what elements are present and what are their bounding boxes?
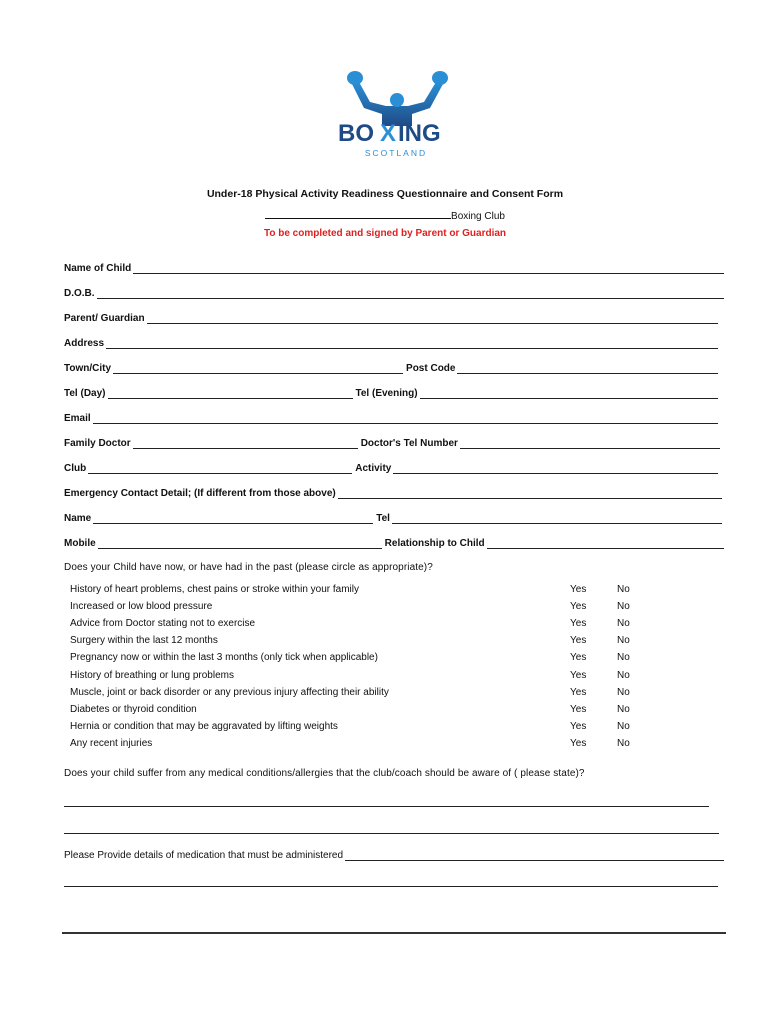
svg-text:BO: BO (338, 120, 374, 147)
medical-answer-line-1[interactable] (64, 805, 709, 807)
name-label: Name (64, 513, 92, 524)
conditions-question: Does your Child have now, or have had in the past (please circle as appropriate)? (64, 562, 433, 573)
no-option[interactable]: No (617, 652, 630, 663)
condition-label: Increased or low blood pressure (70, 601, 213, 612)
svg-text:ING: ING (398, 120, 441, 147)
dob-label: D.O.B. (64, 288, 95, 299)
no-option[interactable]: No (617, 738, 630, 749)
condition-label: History of breathing or lung problems (70, 670, 234, 681)
postcode-field[interactable] (457, 363, 718, 374)
yes-option[interactable]: Yes (570, 721, 587, 732)
mobile-field[interactable] (98, 538, 382, 549)
boxing-scotland-logo (330, 68, 465, 163)
address-row (64, 335, 718, 349)
doctor-field[interactable] (133, 438, 358, 449)
tel-evening-field[interactable] (420, 388, 718, 399)
condition-label: Advice from Doctor stating not to exercise (70, 618, 256, 629)
yes-option[interactable]: Yes (570, 738, 587, 749)
condition-label: Diabetes or thyroid condition (70, 704, 197, 715)
svg-text:X: X (380, 120, 397, 147)
town-label: Town/City (64, 363, 112, 374)
club-row (64, 460, 718, 474)
doctor-tel-label: Doctor's Tel Number (360, 438, 458, 449)
dob-row (64, 285, 724, 299)
email-row (64, 410, 718, 424)
name-of-child-field[interactable] (133, 263, 724, 274)
doctor-tel-field[interactable] (460, 438, 720, 449)
condition-label: Muscle, joint or back disorder or any previous injury affecting their ability (70, 687, 389, 698)
bottom-rule (62, 932, 726, 934)
club-field[interactable] (88, 463, 352, 474)
medical-answer-line-2[interactable] (64, 832, 719, 834)
yes-option[interactable]: Yes (570, 584, 587, 595)
medication-label: Please Provide details of medication that must be administered (64, 850, 344, 861)
yes-option[interactable]: Yes (570, 601, 587, 612)
doctor-row (64, 435, 720, 449)
medical-question: Does your child suffer from any medical conditions/allergies that the club/coach should be aware of ( please state)? (64, 768, 585, 779)
address-label: Address (64, 338, 105, 349)
postcode-label: Post Code (406, 363, 456, 374)
svg-text:SCOTLAND: SCOTLAND (364, 148, 428, 158)
instruction-text: To be completed and signed by Parent or Guardian (263, 228, 507, 239)
yes-option[interactable]: Yes (570, 670, 587, 681)
condition-label: Surgery within the last 12 months (70, 635, 218, 646)
doctor-label: Family Doctor (64, 438, 131, 449)
town-field[interactable] (113, 363, 403, 374)
activity-label: Activity (355, 463, 392, 474)
emergency-label: Emergency Contact Detail; (If different from those above) (64, 488, 336, 499)
email-field[interactable] (93, 413, 718, 424)
club-suffix: Boxing Club (451, 211, 505, 222)
no-option[interactable]: No (617, 635, 630, 646)
condition-label: Any recent injuries (70, 738, 153, 749)
tel-label: Tel (376, 513, 390, 524)
yes-option[interactable]: Yes (570, 687, 587, 698)
boxer-icon (347, 71, 448, 126)
club-label: Club (64, 463, 87, 474)
condition-label: History of heart problems, chest pains or stroke within your family (70, 584, 359, 595)
activity-field[interactable] (393, 463, 718, 474)
tel-day-field[interactable] (108, 388, 353, 399)
yes-option[interactable]: Yes (570, 704, 587, 715)
yes-option[interactable]: Yes (570, 635, 587, 646)
town-row (64, 360, 718, 374)
name-of-child-label: Name of Child (64, 263, 132, 274)
emergency-row (64, 485, 722, 499)
club-name-field[interactable] (265, 208, 451, 219)
condition-label: Hernia or condition that may be aggravated by lifting weights (70, 721, 338, 732)
tel-field[interactable] (392, 513, 722, 524)
no-option[interactable]: No (617, 704, 630, 715)
parent-row (64, 310, 718, 324)
emergency-field[interactable] (338, 488, 722, 499)
yes-option[interactable]: Yes (570, 618, 587, 629)
form-title: Under-18 Physical Activity Readiness Questionnaire and Consent Form (206, 188, 564, 200)
tel-evening-label: Tel (Evening) (355, 388, 418, 399)
tel-day-label: Tel (Day) (64, 388, 106, 399)
mobile-row (64, 535, 724, 549)
relationship-label: Relationship to Child (384, 538, 485, 549)
parent-label: Parent/ Guardian (64, 313, 145, 324)
medication-answer-line[interactable] (64, 885, 718, 887)
no-option[interactable]: No (617, 618, 630, 629)
email-label: Email (64, 413, 91, 424)
name-field[interactable] (93, 513, 373, 524)
club-name-line (0, 208, 770, 222)
no-option[interactable]: No (617, 721, 630, 732)
no-option[interactable]: No (617, 687, 630, 698)
no-option[interactable]: No (617, 670, 630, 681)
name-of-child-row (64, 260, 724, 274)
tel-row (64, 385, 718, 399)
emergency-name-row (64, 510, 722, 524)
relationship-field[interactable] (487, 538, 724, 549)
no-option[interactable]: No (617, 601, 630, 612)
dob-field[interactable] (97, 288, 724, 299)
no-option[interactable]: No (617, 584, 630, 595)
medication-field[interactable] (345, 850, 724, 861)
parent-field[interactable] (147, 313, 718, 324)
mobile-label: Mobile (64, 538, 96, 549)
condition-label: Pregnancy now or within the last 3 months (only tick when applicable) (70, 652, 378, 663)
medication-row (64, 847, 724, 861)
address-field[interactable] (106, 338, 718, 349)
yes-option[interactable]: Yes (570, 652, 587, 663)
